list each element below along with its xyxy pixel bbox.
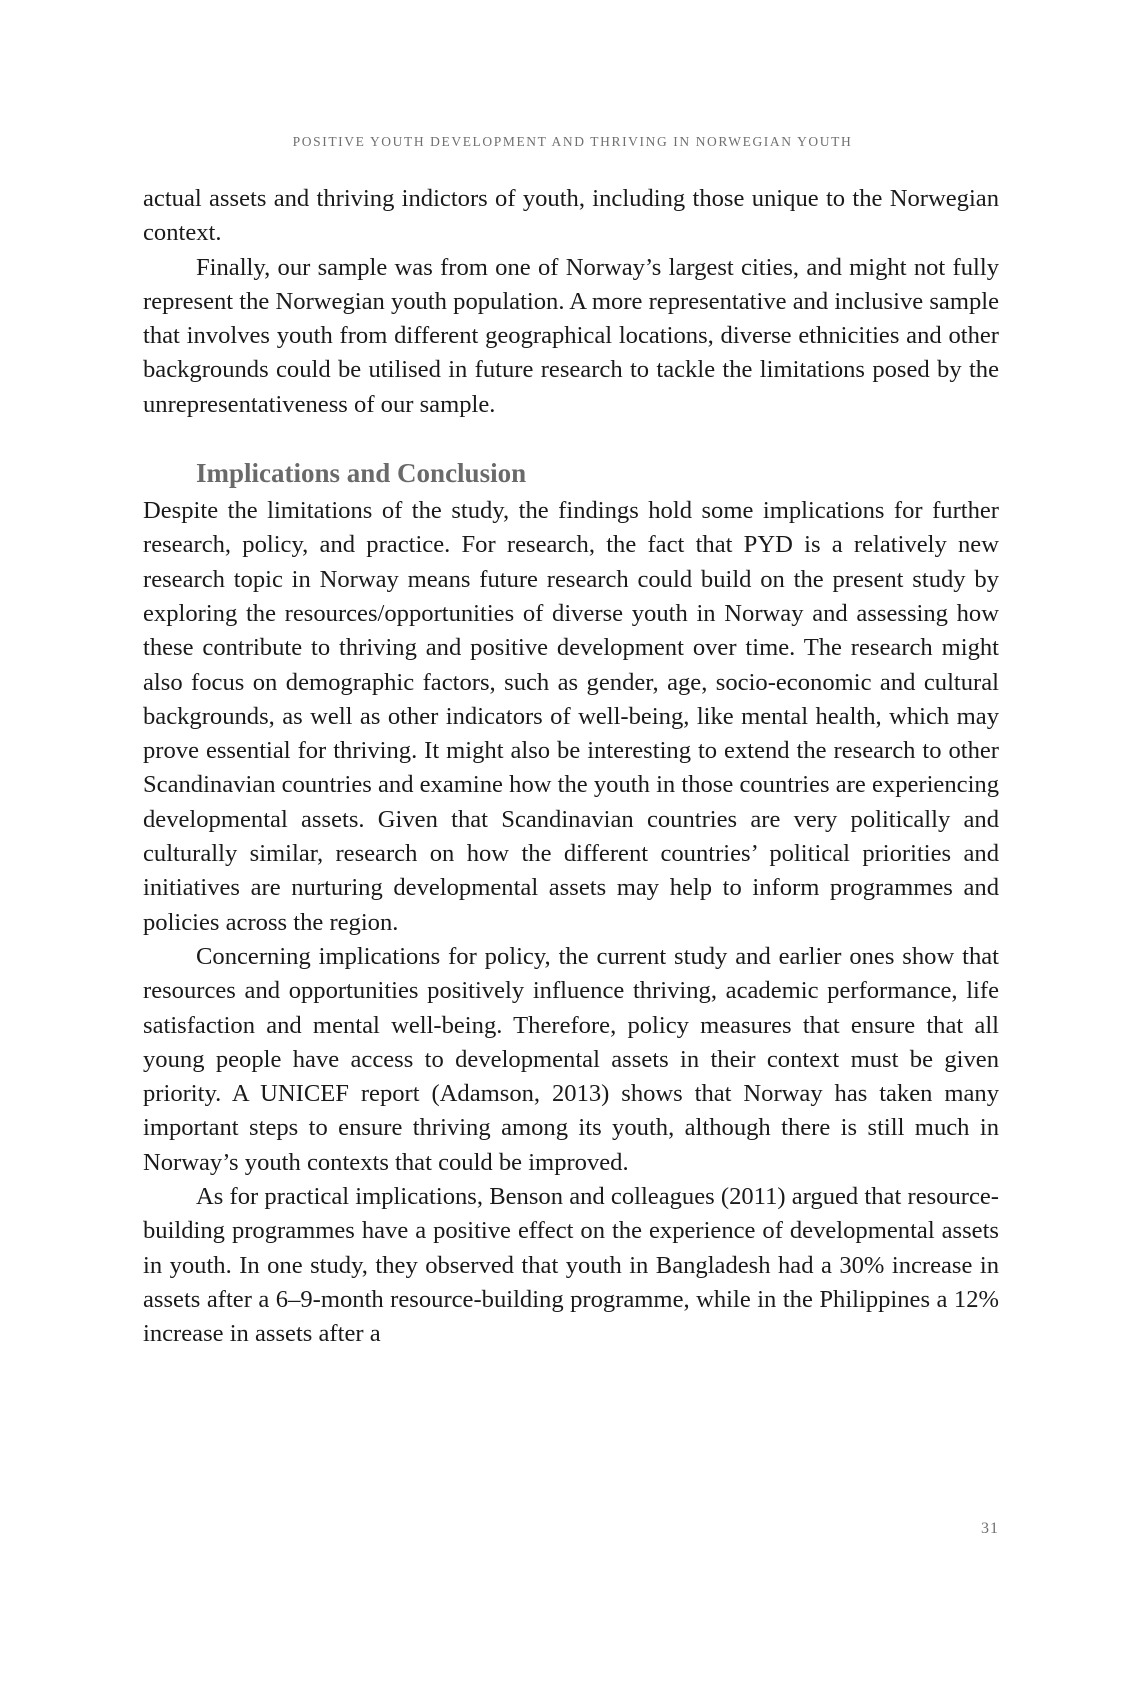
page-number: 31	[981, 1520, 999, 1537]
paragraph-limitations: Finally, our sample was from one of Norway’s largest cities, and might not fully represent the Norwegian youth population. A more representative and inclusive sample that involves youth from different geographical locations, diverse ethnicities and other backgrounds could be utilised in future research to tackle the limitations posed by the unrepresentativeness of our sample.	[143, 253, 999, 418]
body-text	[143, 182, 999, 1352]
paragraph-research-implications: Despite the limitations of the study, the findings hold some implications for further research, policy, and practice. For research, the fact that PYD is a relatively new research topic in Norway means future research could build on the present study by exploring the resources/opportunities of diverse youth in Norway and assessing how these contribute to thriving and positive development over time. The research might also focus on demographic factors, such as gender, age, socio-economic and cultural backgrounds, as well as other indicators of well-being, like mental health, which may prove essential for thriving. It might also be interesting to extend the research to other Scandinavian countries and examine how the youth in those countries are experiencing developmental assets. Given that Scandinavian countries are very politically and culturally similar, research on how the different countries’ political priorities and initiatives are nurturing developmental assets may help to inform programmes and policies across the region.	[143, 497, 999, 936]
paragraph-continued: actual assets and thriving indictors of youth, including those unique to the Norwegian context.	[143, 185, 999, 247]
section-heading: Implications and Conclusion	[196, 458, 527, 489]
paragraph-practical-implications: As for practical implications, Benson and colleagues (2011) argued that resource-building programmes have a positive effect on the experience of developmental assets in youth. In one study, they observed that youth in Bangladesh had a 30% increase in assets after a 6–9-month resource-building programme, while in the Philippines a 12% increase in assets after a	[143, 1183, 999, 1348]
running-header: POSITIVE YOUTH DEVELOPMENT AND THRIVING IN NORWEGIAN YOUTH	[292, 134, 853, 149]
paragraph-policy-implications: Concerning implications for policy, the current study and earlier ones show that resources and opportunities positively influence thriving, academic performance, life satisfaction and mental well-being. Therefore, policy measures that ensure that all young people have access to developmental assets in their context must be given priority. A UNICEF report (Adamson, 2013) shows that Norway has taken many important steps to ensure thriving among its youth, although there is still much in Norway’s youth contexts that could be improved.	[143, 942, 999, 1176]
